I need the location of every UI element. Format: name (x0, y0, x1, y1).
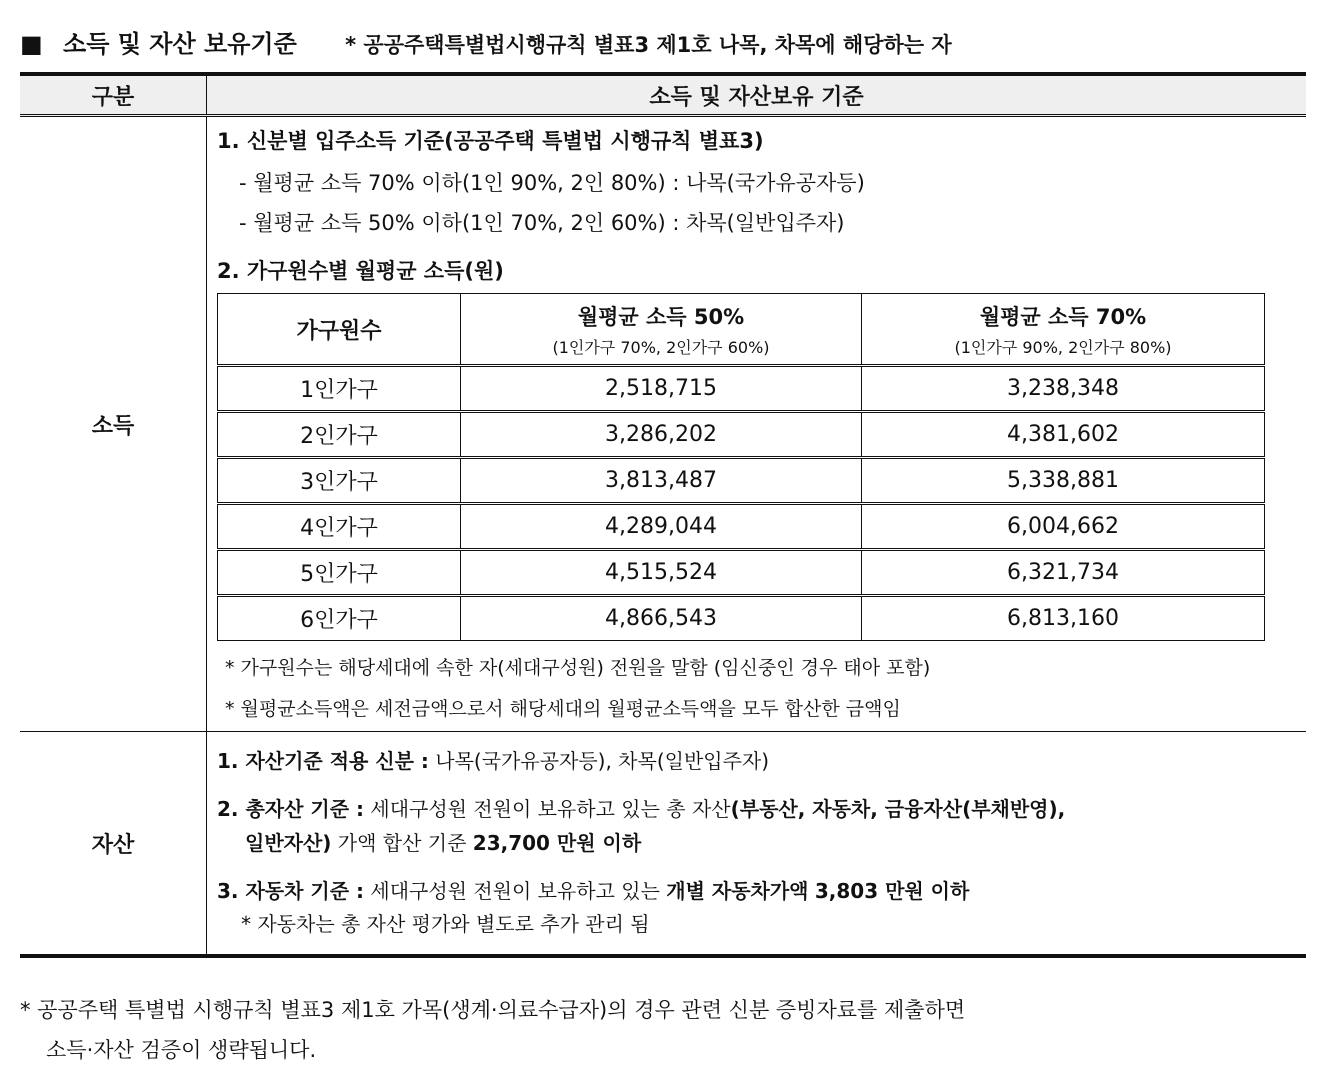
household-size: 6인가구 (218, 596, 461, 641)
income-section1-title: 1. 신분별 입주소득 기준(공공주택 특별법 시행규칙 별표3) (217, 129, 764, 153)
asset-content (207, 732, 1307, 957)
asset-item-1-label: 1. 자산기준 적용 신분 : (217, 749, 429, 773)
footer-note (20, 990, 1310, 1070)
asset-item-2-amount: 23,700 만원 이하 (472, 831, 642, 855)
income-by-household-table (217, 293, 1265, 641)
asset-item-1-text: 나목(국가유공자등), 차목(일반입주자) (435, 749, 770, 773)
asset-item-3-note: * 자동차는 총 자산 평가와 별도로 추가 관리 됨 (241, 912, 650, 936)
income-table-header (218, 294, 1265, 366)
criteria-header-row (20, 74, 1306, 116)
income-note-2: * 월평균소득액은 세전금액으로서 해당세대의 월평균소득액을 모두 합산한 금액임 (225, 698, 901, 720)
income-70-value: 5,338,881 (862, 458, 1265, 504)
income-70-value: 6,813,160 (862, 596, 1265, 641)
income-70-value: 6,004,662 (862, 504, 1265, 550)
page-title (20, 24, 952, 59)
asset-item-3-bold: 개별 자동차가액 (666, 879, 809, 903)
asset-item-2-bold2: 일반자산) (245, 831, 332, 855)
income-50-value: 2,518,715 (461, 366, 862, 412)
asset-item-3 (217, 874, 1306, 908)
household-size: 1인가구 (218, 366, 461, 412)
col-income-70 (862, 294, 1265, 366)
table-row (218, 458, 1265, 504)
income-70-value: 6,321,734 (862, 550, 1265, 596)
income-50-value: 3,286,202 (461, 412, 862, 458)
asset-category: 자산 (20, 732, 207, 957)
income-70-value: 3,238,348 (862, 366, 1265, 412)
table-row (218, 504, 1265, 550)
title-main: 소득 및 자산 보유기준 (63, 30, 297, 58)
col-income-50 (461, 294, 862, 366)
table-row (218, 366, 1265, 412)
footer-line-1: * 공공주택 특별법 시행규칙 별표3 제1호 가목(생계·의료수급자)의 경우 관련 신분 증빙자료를 제출하면 (20, 998, 966, 1022)
table-row (218, 550, 1265, 596)
col-income-70-sub: (1인가구 90%, 2인가구 80%) (954, 337, 1172, 357)
asset-item-3-amount: 3,803 만원 이하 (814, 879, 970, 903)
asset-item-2-bold: (부동산, 자동차, 금융자산(부채반영), (730, 797, 1066, 821)
income-line-1: - 월평균 소득 70% 이하(1인 90%, 2인 80%) : 나목(국가유공자등) (239, 171, 865, 195)
household-size: 2인가구 (218, 412, 461, 458)
asset-item-3-text: 세대구성원 전원이 보유하고 있는 (370, 879, 660, 903)
col-income-70-title: 월평균 소득 70% (979, 304, 1147, 329)
income-70-value: 4,381,602 (862, 412, 1265, 458)
income-50-value: 4,866,543 (461, 596, 862, 641)
asset-item-2-text2: 가액 합산 기준 (337, 831, 467, 855)
household-size: 4인가구 (218, 504, 461, 550)
income-50-value: 3,813,487 (461, 458, 862, 504)
asset-item-2-text: 세대구성원 전원이 보유하고 있는 총 자산 (370, 797, 731, 821)
asset-item-2-line2 (217, 826, 1306, 860)
income-row (20, 116, 1306, 732)
title-reference: * 공공주택특별법시행규칙 별표3 제1호 나목, 차목에 해당하는 자 (345, 33, 952, 57)
asset-item-2-label: 2. 총자산 기준 : (217, 797, 365, 821)
income-category: 소득 (20, 116, 207, 732)
col-household: 가구원수 (218, 294, 461, 366)
asset-item-2 (217, 792, 1306, 860)
header-criteria: 소득 및 자산보유 기준 (207, 74, 1307, 116)
asset-row (20, 732, 1306, 957)
income-50-value: 4,289,044 (461, 504, 862, 550)
asset-item-1 (217, 744, 1306, 778)
income-line-2: - 월평균 소득 50% 이하(1인 70%, 2인 60%) : 차목(일반입주자) (239, 211, 845, 235)
footer-line-2: 소득·자산 검증이 생략됩니다. (46, 1038, 317, 1062)
income-content (207, 116, 1307, 732)
table-row (218, 412, 1265, 458)
header-category: 구분 (20, 74, 207, 116)
household-size: 5인가구 (218, 550, 461, 596)
criteria-table (20, 72, 1306, 958)
col-income-50-sub: (1인가구 70%, 2인가구 60%) (552, 337, 770, 357)
household-size: 3인가구 (218, 458, 461, 504)
income-50-value: 4,515,524 (461, 550, 862, 596)
asset-item-3-label: 3. 자동차 기준 : (217, 879, 365, 903)
table-row (218, 596, 1265, 641)
square-bullet-icon: ■ (20, 30, 43, 58)
income-section2-title: 2. 가구원수별 월평균 소득(원) (217, 259, 504, 283)
income-note-1: * 가구원수는 해당세대에 속한 자(세대구성원) 전원을 말함 (임신중인 경우 태아 포함) (225, 657, 931, 679)
col-income-50-title: 월평균 소득 50% (577, 304, 745, 329)
